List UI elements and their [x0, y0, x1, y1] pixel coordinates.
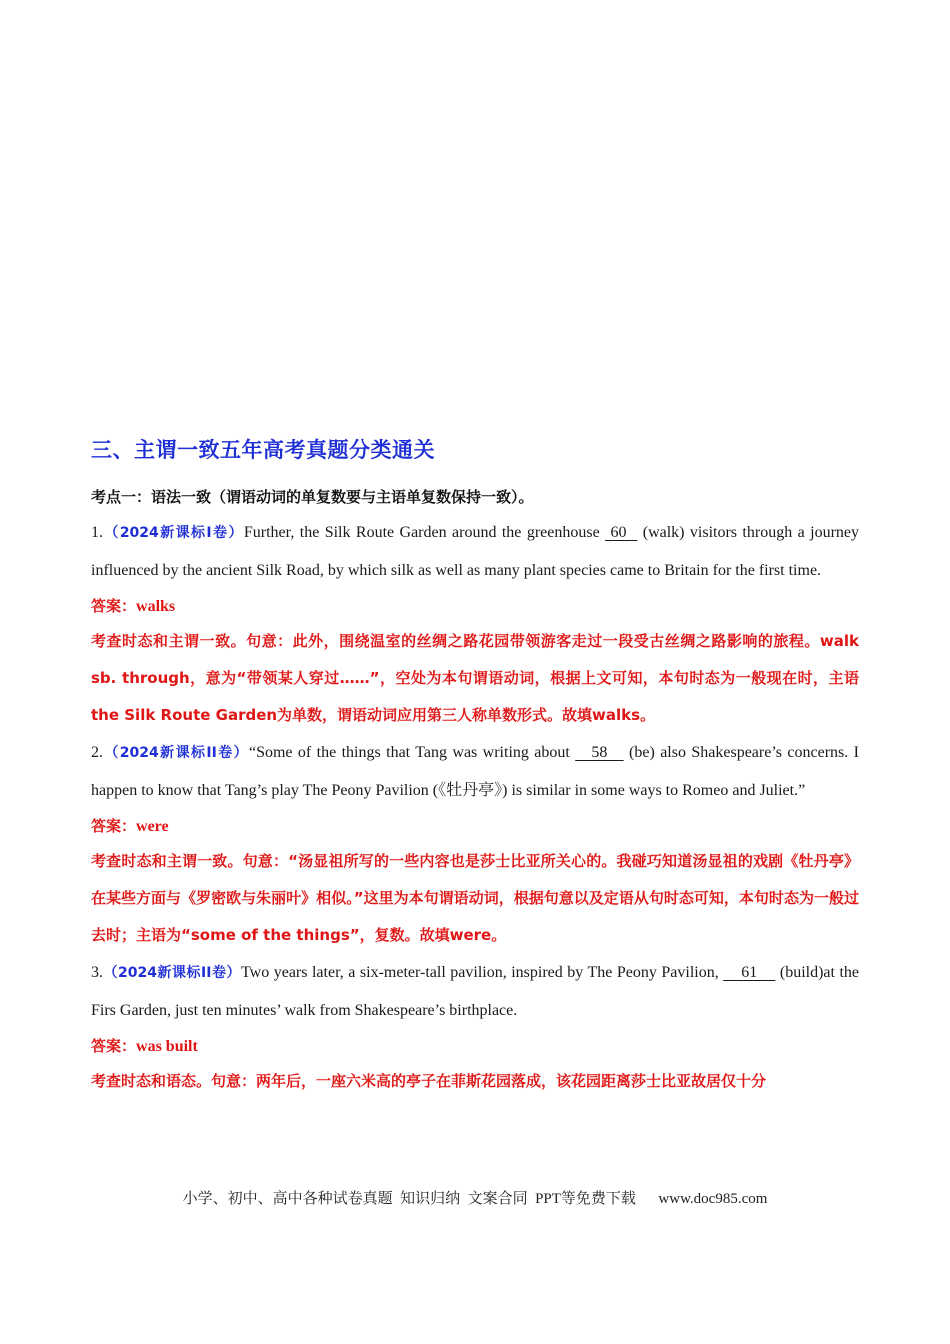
question-block-3 — [91, 954, 859, 1100]
answer-explanation: 考查时态和语态。句意：两年后，一座六米高的亭子在菲斯花园落成，该花园距离莎士比亚故居仅十分 — [91, 1072, 767, 1090]
answer-explanation: 考查时态和主谓一致。句意：“汤显祖所写的一些内容也是莎士比亚所关心的。我碰巧知道汤显祖的戏剧《牡丹亭》在某些方面与《罗密欧与朱丽叶》相似。”这里为本句谓语动词，根据句意以及定语从句时态可知，本句时态为一般过去时；主语为“some of the things”，复数。故填were。 — [91, 852, 859, 944]
question-before-blank: “Some of the things that Tang was writing about — [248, 744, 576, 761]
question-before-blank: Two years later, a six-meter-tall pavilion, inspired by The Peony Pavilion, — [241, 964, 724, 981]
answer-explanation: 考查时态和主谓一致。句意：此外，围绕温室的丝绸之路花园带领游客走过一段受古丝绸之路影响的旅程。walk sb. through，意为“带领某人穿过……”，空处为本句谓语动词，根据上文可知，本句时态为一般现在时，主语the Silk Route Garden为单数，谓语动词应用第三人称单数形式。故填walks。 — [91, 632, 859, 724]
question-after-blank: (be) also Shakespeare’s concerns. I happen to know that Tang’s play The Peony Pavilion (《牡丹亭》) is similar in some ways to Romeo and Juliet.” — [91, 744, 859, 799]
question-source: （2024新课标II卷） — [103, 745, 249, 761]
question-text — [91, 734, 859, 809]
question-block-2 — [91, 734, 859, 954]
section-title: 三、主谓一致五年高考真题分类通关 — [91, 438, 435, 462]
answer-label: 答案： — [91, 817, 137, 835]
question-number: 3. — [91, 964, 103, 981]
answer-line — [91, 809, 859, 843]
answer-label: 答案： — [91, 597, 137, 615]
question-number: 1. — [91, 524, 103, 541]
question-number: 2. — [91, 744, 103, 761]
page-footer: 小学、初中、高中各种试卷真题 知识归纳 文案合同 PPT等免费下载 www.doc985.com — [182, 1191, 768, 1207]
answer-label: 答案： — [91, 1037, 137, 1055]
question-after-blank: (build)at the Firs Garden, just ten minutes’ walk from Shakespeare’s birthplace. — [91, 964, 860, 1019]
question-source: （2024新课标II卷） — [103, 965, 241, 981]
topic-heading: 考点一：语法一致（谓语动词的单复数要与主语单复数保持一致）。 — [91, 488, 534, 506]
answer-value: was built — [136, 1038, 198, 1055]
answer-line — [91, 1029, 859, 1063]
answer-line — [91, 589, 859, 623]
answer-blank: 61 — [723, 964, 776, 981]
answer-blank: 60 — [605, 524, 638, 541]
answer-value: walks — [136, 598, 176, 615]
question-before-blank: Further, the Silk Route Garden around the greenhouse — [243, 524, 606, 541]
question-after-blank: (walk) visitors through a journey influenced by the ancient Silk Road, by which silk as well as many plant species came to Britain for the first time. — [91, 524, 860, 579]
page-content — [91, 432, 859, 1100]
question-source: （2024新课标I卷） — [103, 525, 244, 541]
question-text — [91, 514, 859, 589]
answer-blank: 58 — [575, 744, 624, 761]
question-block-1 — [91, 514, 859, 734]
question-text — [91, 954, 859, 1029]
answer-value: were — [136, 818, 169, 835]
